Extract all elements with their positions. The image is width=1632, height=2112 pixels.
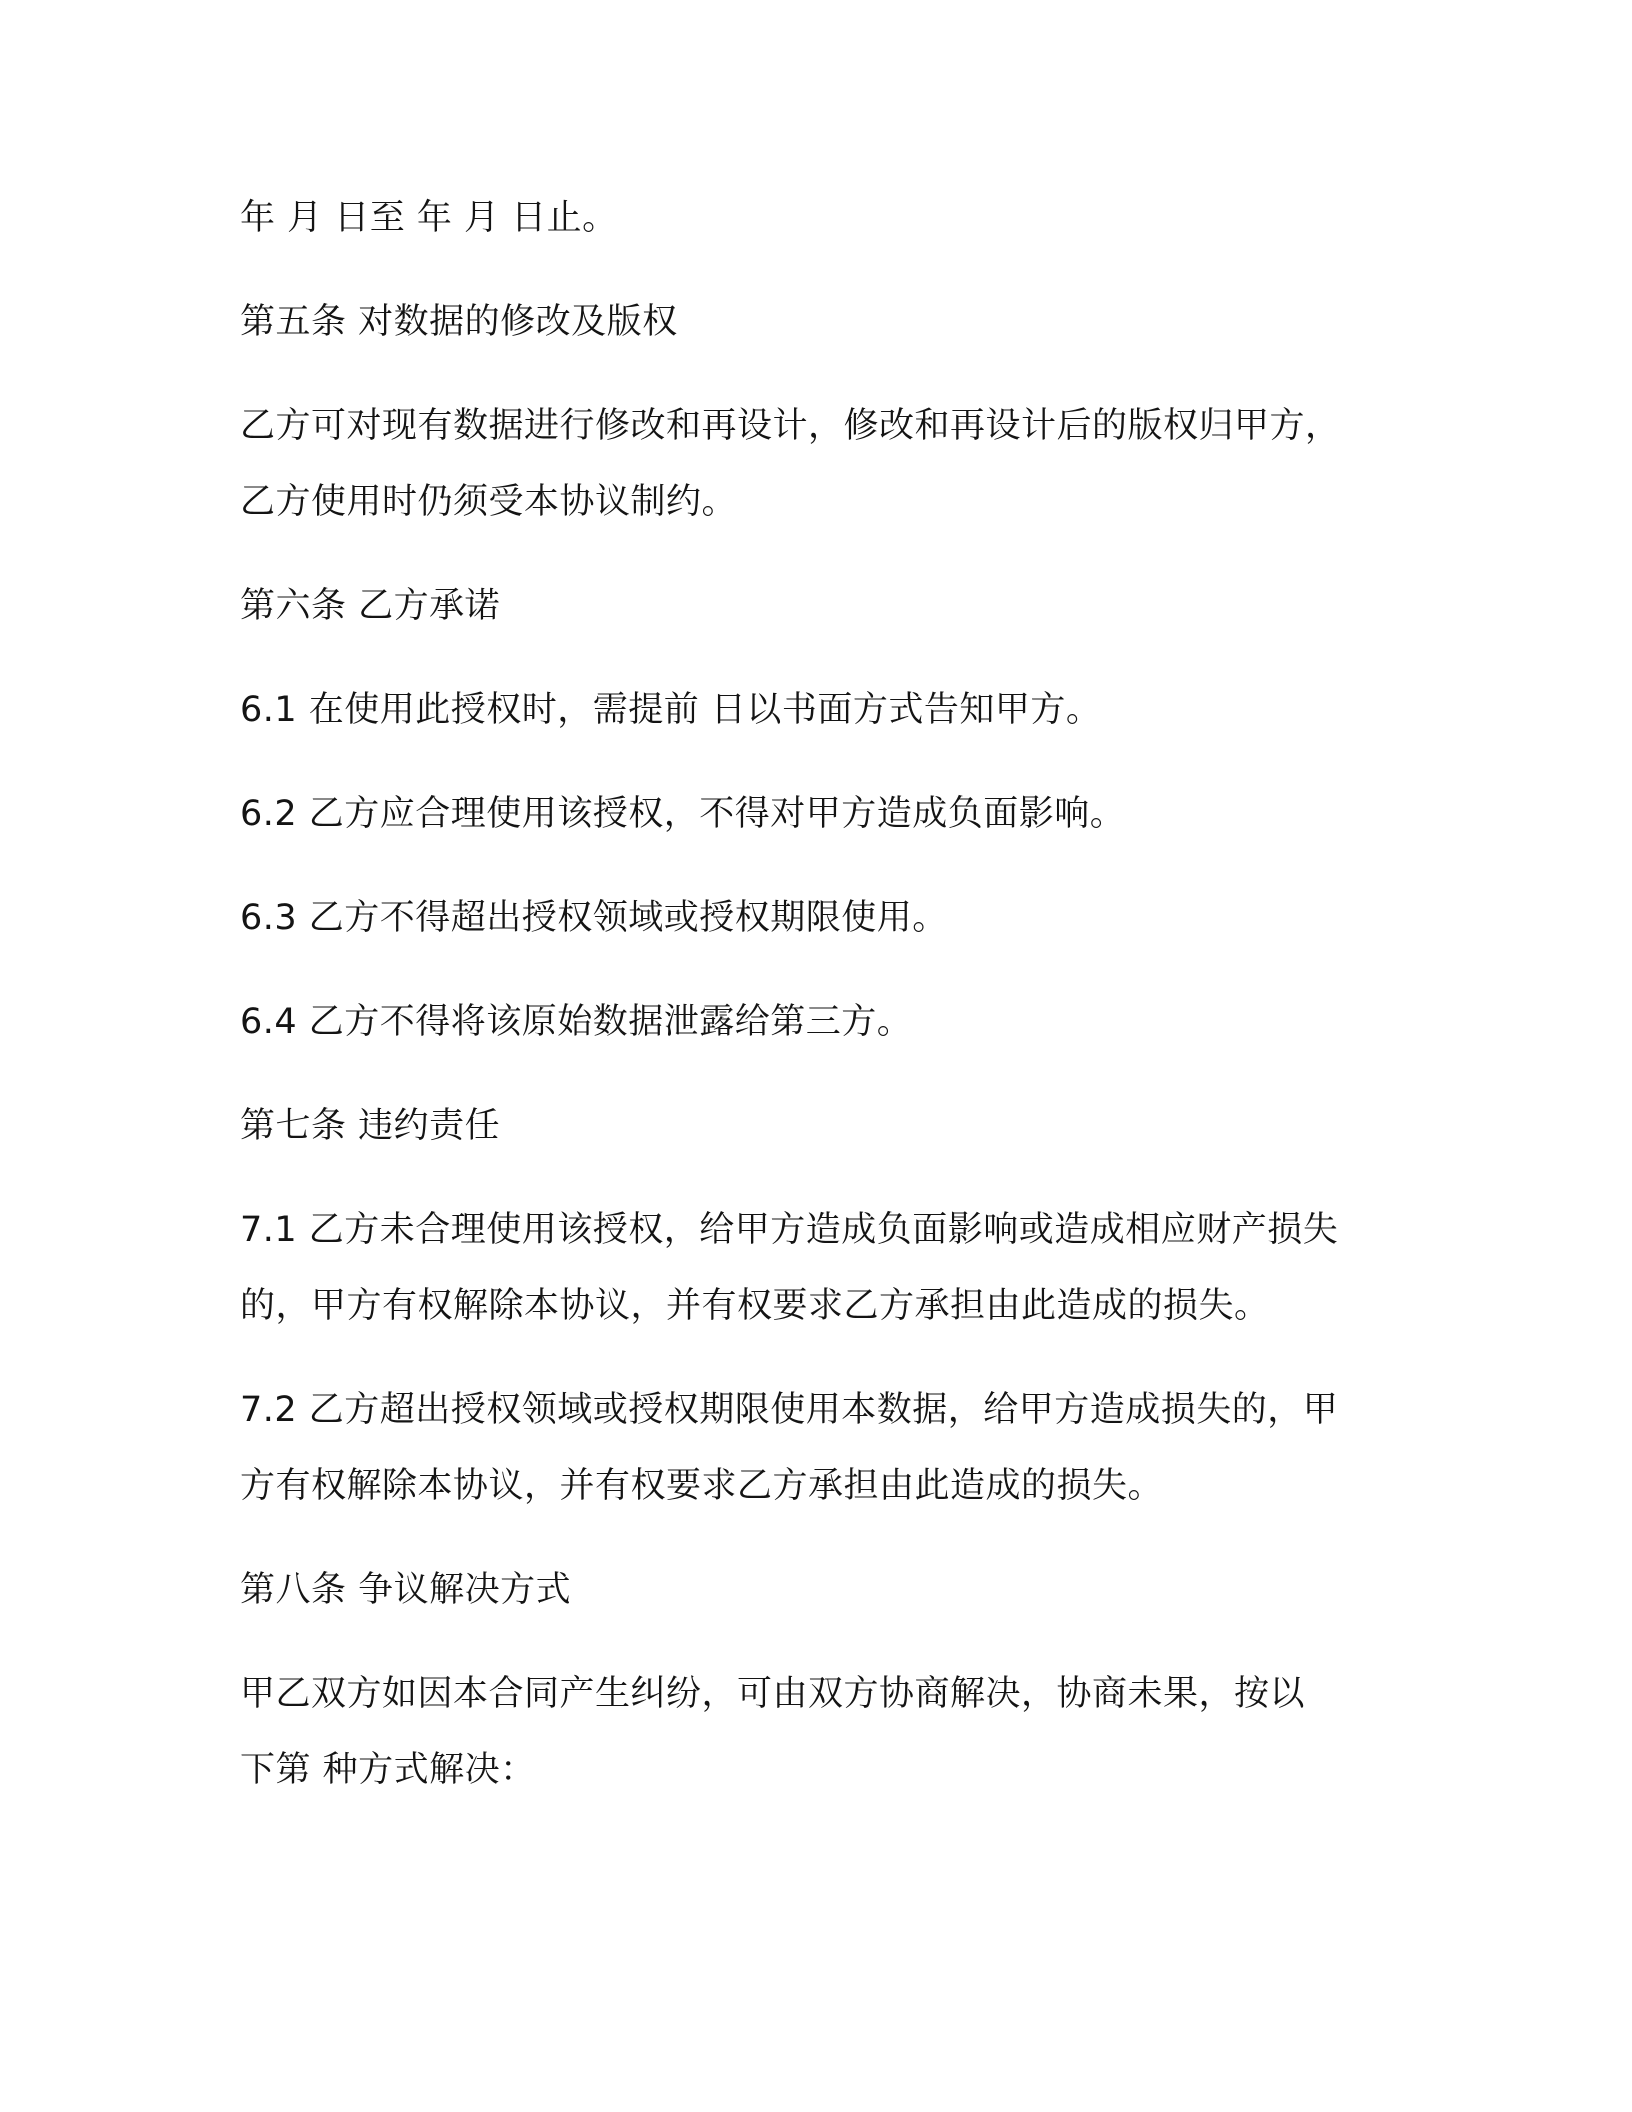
term-period-line: 年 月 日至 年 月 日止。: [240, 198, 618, 238]
clause-6-3: 6.3 乙方不得超出授权领域或授权期限使用。: [240, 898, 948, 938]
clause-6-4: 6.4 乙方不得将该原始数据泄露给第三方。: [240, 1002, 913, 1042]
article-8-paragraph-line-1: 甲乙双方如因本合同产生纠纷，可由双方协商解决，协商未果，按以: [240, 1674, 1306, 1714]
clause-6-2: 6.2 乙方应合理使用该授权，不得对甲方造成负面影响。: [240, 794, 1126, 834]
clause-7-1-line-2: 的，甲方有权解除本协议，并有权要求乙方承担由此造成的损失。: [240, 1286, 1270, 1326]
article-8-paragraph-line-2: 下第 种方式解决：: [240, 1750, 536, 1790]
article-5-paragraph-line-1: 乙方可对现有数据进行修改和再设计，修改和再设计后的版权归甲方，: [240, 406, 1341, 446]
article-7-heading: 第七条 违约责任: [240, 1106, 501, 1146]
clause-6-1: 6.1 在使用此授权时，需提前 日以书面方式告知甲方。: [240, 690, 1102, 730]
clause-7-2-line-2: 方有权解除本协议，并有权要求乙方承担由此造成的损失。: [240, 1466, 1164, 1506]
clause-7-1-line-1: 7.1 乙方未合理使用该授权，给甲方造成负面影响或造成相应财产损失: [240, 1210, 1339, 1250]
clause-7-2-line-1: 7.2 乙方超出授权领域或授权期限使用本数据，给甲方造成损失的，甲: [240, 1390, 1339, 1430]
article-8-heading: 第八条 争议解决方式: [240, 1570, 572, 1610]
article-5-heading: 第五条 对数据的修改及版权: [240, 302, 678, 342]
article-5-paragraph-line-2: 乙方使用时仍须受本协议制约。: [240, 482, 738, 522]
article-6-heading: 第六条 乙方承诺: [240, 586, 501, 626]
